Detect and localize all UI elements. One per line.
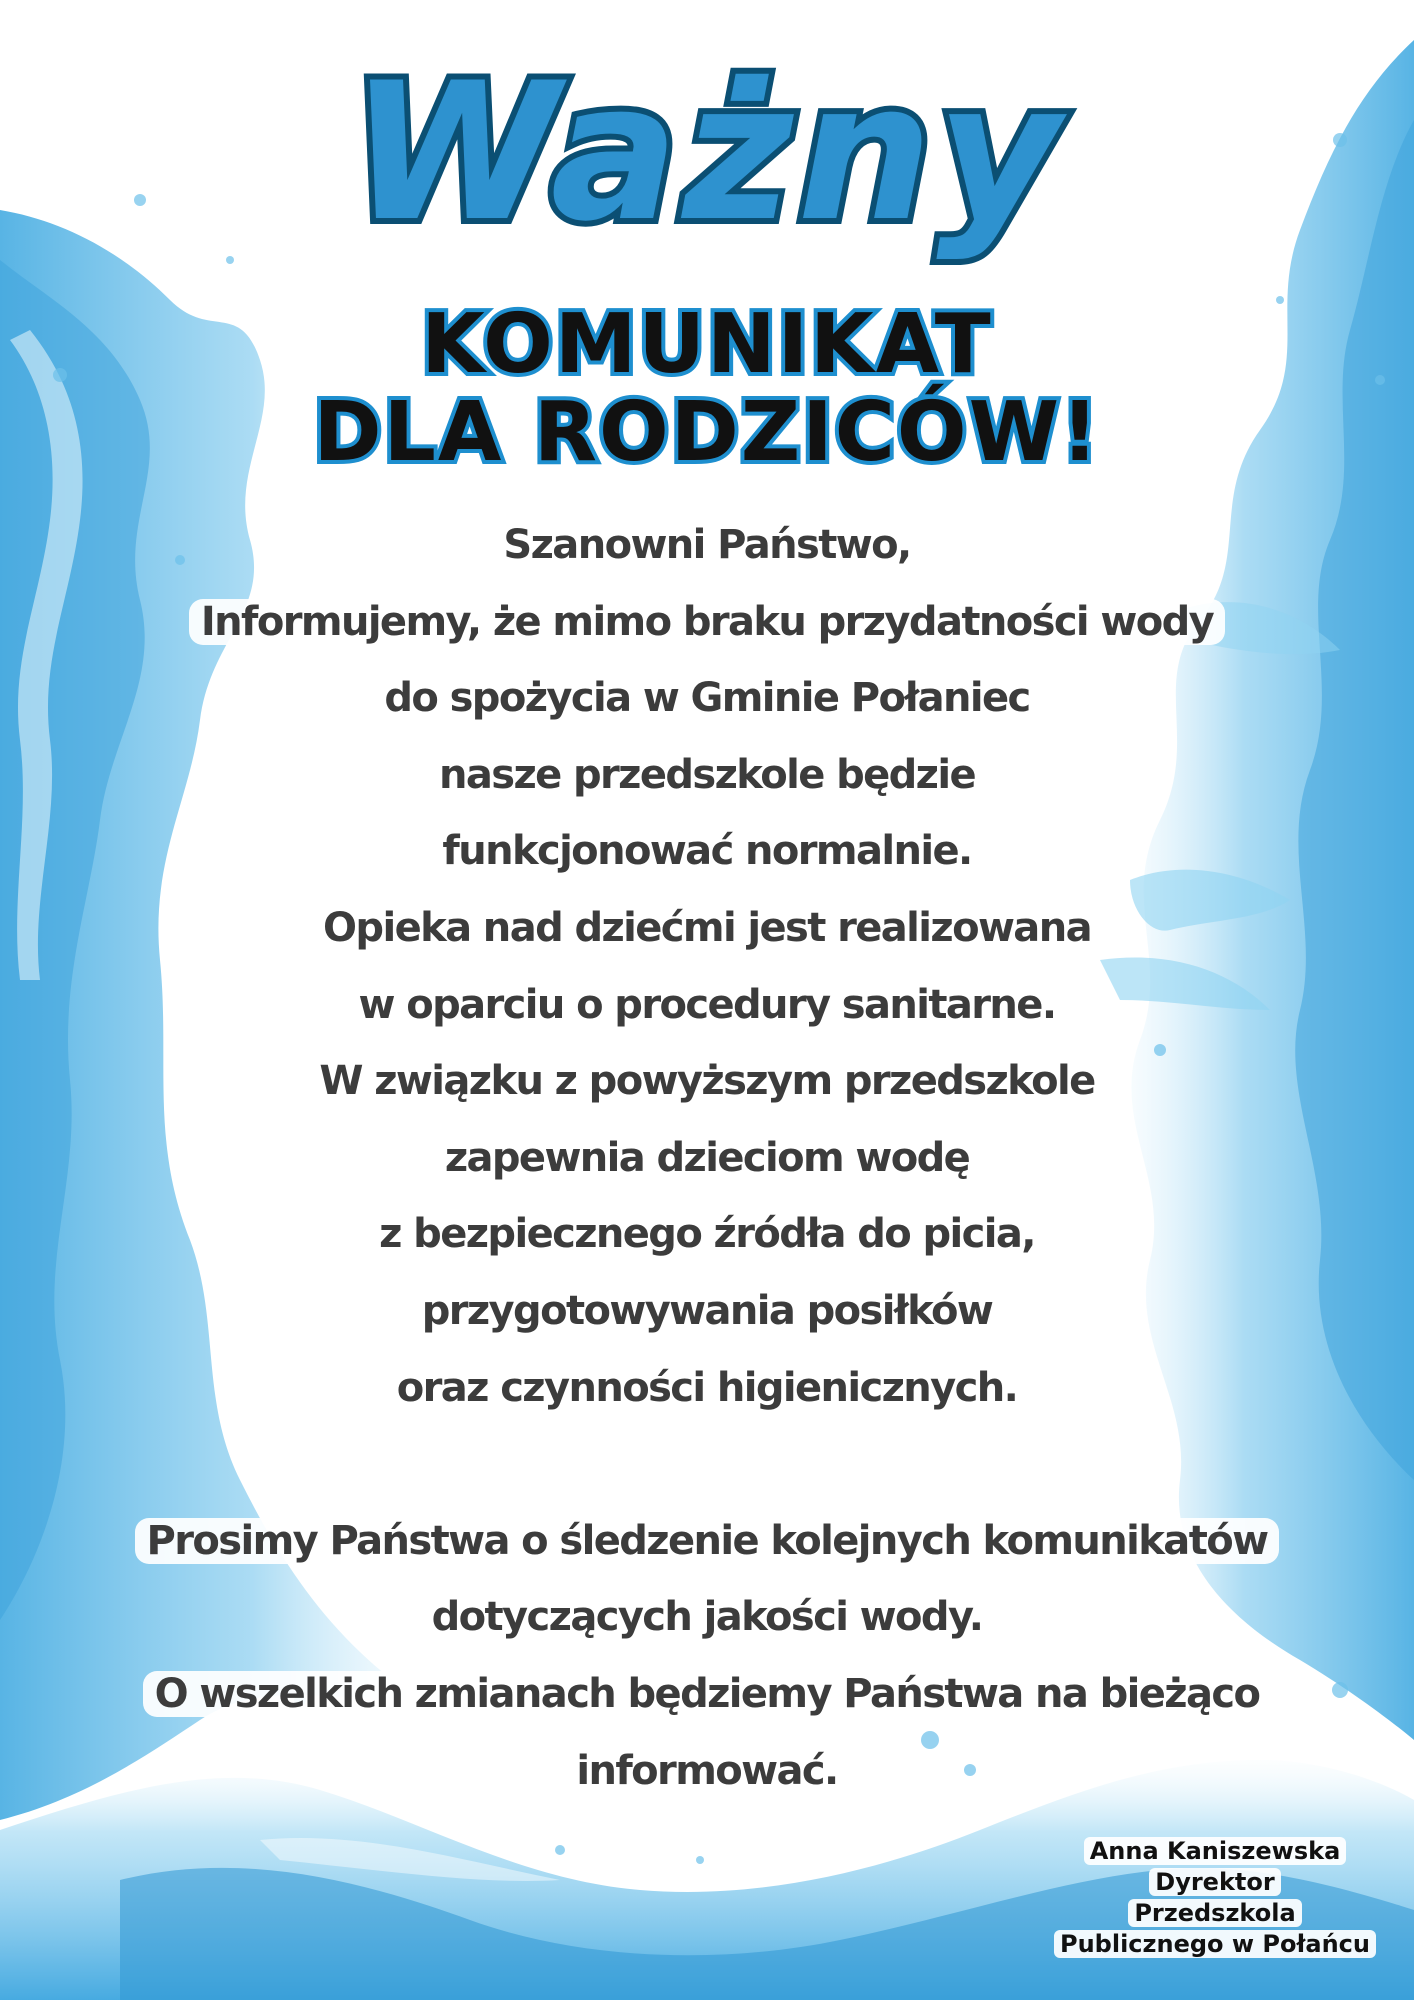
title-wazny: Ważny (349, 42, 1065, 263)
signature-role: Dyrektor (1149, 1868, 1280, 1896)
signature-name: Anna Kaniszewska (1084, 1837, 1347, 1865)
body-line: W związku z powyższym przedszkole (0, 1043, 1414, 1120)
closing-line: informować. (0, 1733, 1414, 1810)
closing-line: Prosimy Państwa o śledzenie kolejnych komunikatów (0, 1503, 1414, 1580)
announcement-body (0, 507, 1414, 1809)
body-line: zapewnia dzieciom wodę (0, 1120, 1414, 1197)
signature-block (1050, 1836, 1380, 1960)
closing-line: O wszelkich zmianach będziemy Państwa na bieżąco (0, 1656, 1414, 1733)
closing-line: dotyczących jakości wody. (0, 1579, 1414, 1656)
body-line: Informujemy, że mimo braku przydatności wody (0, 584, 1414, 661)
body-line: funkcjonować normalnie. (0, 813, 1414, 890)
paragraph-gap (0, 1426, 1414, 1503)
signature-org-line1: Przedszkola (1128, 1899, 1301, 1927)
body-line: do spożycia w Gminie Połaniec (0, 660, 1414, 737)
body-line: z bezpiecznego źródła do picia, (0, 1196, 1414, 1273)
body-line: nasze przedszkole będzie (0, 737, 1414, 814)
subtitle-dla-rodzicow: DLA RODZICÓW! (313, 385, 1101, 480)
signature-org-line2: Publicznego w Połańcu (1054, 1930, 1376, 1958)
body-line: Opieka nad dziećmi jest realizowana (0, 890, 1414, 967)
body-line: przygotowywania posiłków (0, 1273, 1414, 1350)
subtitle-komunikat: KOMUNIKAT (421, 297, 993, 392)
body-line: w oparciu o procedury sanitarne. (0, 967, 1414, 1044)
body-line-greeting: Szanowni Państwo, (0, 507, 1414, 584)
body-line: oraz czynności higienicznych. (0, 1350, 1414, 1427)
